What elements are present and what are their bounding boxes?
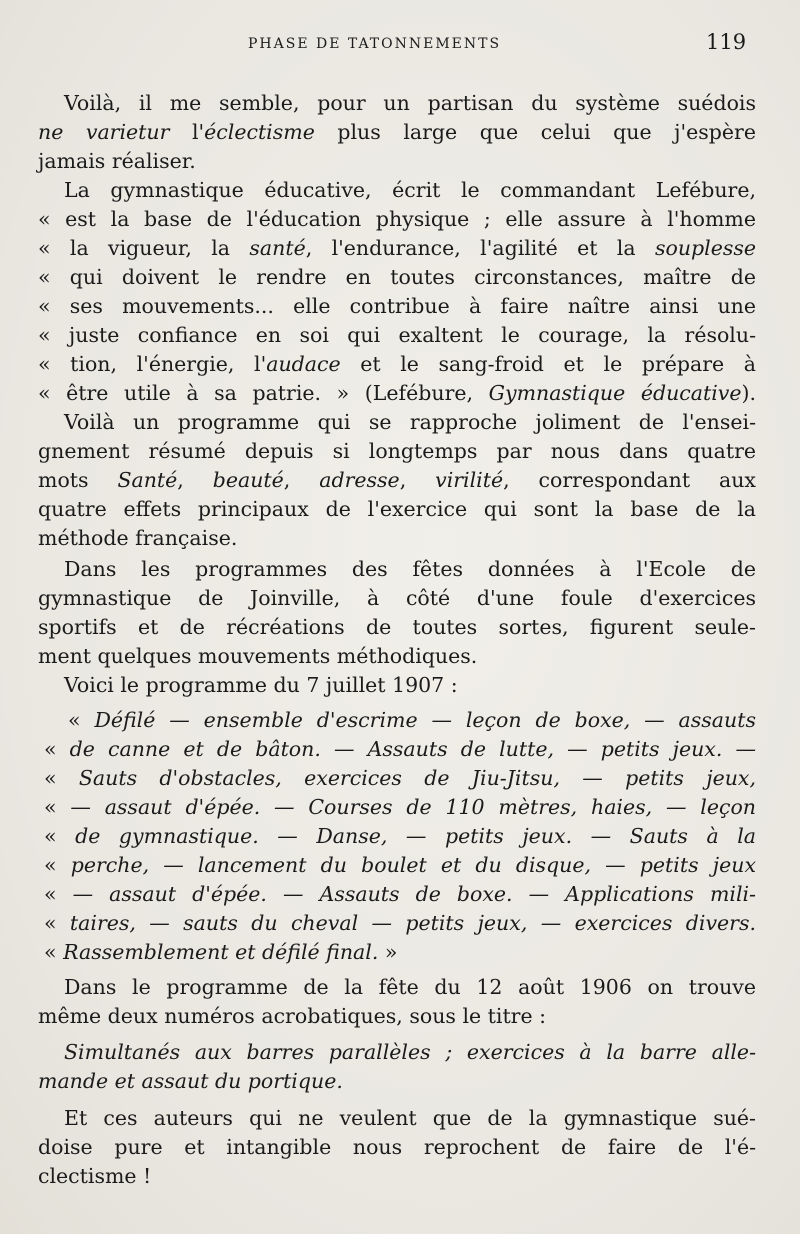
text-span: «: [44, 766, 79, 790]
text-span: , l'endurance, l'agilité et la: [305, 236, 655, 260]
text-line: [38, 117, 756, 147]
text-span: doise pure et intangible nous reprochent de faire de l'é-: [38, 1135, 756, 1159]
text-span: Voilà un programme qui se rapproche joliment de l'ensei-: [64, 410, 756, 434]
italic-text: Sauts d'obstacles, exercices de Jiu-Jitsu, — petits jeux,: [78, 766, 756, 790]
italic-text: adresse: [319, 468, 400, 492]
text-line: [38, 583, 756, 613]
italic-text: perche, — lancement du boulet et du disque, — petits jeux: [70, 853, 756, 877]
italic-text: Santé: [117, 468, 178, 492]
italic-text: Gymnastique éducative: [488, 381, 742, 405]
italic-text: mande et assaut du portique.: [38, 1069, 343, 1093]
text-span: La gymnastique éducative, écrit le commandant Lefébure,: [64, 178, 756, 202]
text-line: [38, 494, 756, 524]
text-span: «: [44, 824, 76, 848]
text-line: [64, 1037, 756, 1067]
italic-text: de gymnastique. — Danse, — petits jeux. — Sauts à la: [75, 824, 756, 848]
italic-text: Défilé — ensemble d'escrime — leçon de boxe, — assauts: [94, 708, 756, 732]
italic-text: santé: [249, 236, 306, 260]
text-line: [44, 821, 756, 851]
text-span: « être utile à sa patrie. » (Lefébure,: [38, 381, 489, 405]
text-span: ment quelques mouvements méthodiques.: [38, 644, 478, 668]
text-span: «: [44, 940, 64, 964]
text-line: [38, 146, 756, 176]
text-line: [44, 879, 756, 909]
text-line: [38, 262, 756, 292]
text-line: [44, 763, 756, 793]
text-span: plus large que celui que j'espère: [314, 120, 756, 144]
italic-text: Rassemblement et défilé final.: [63, 940, 379, 964]
text-line: [38, 204, 756, 234]
text-span: quatre effets principaux de l'exercice qui sont la base de la: [38, 497, 756, 521]
text-line: [38, 233, 756, 263]
text-span: ,: [177, 468, 213, 492]
page-number: 119: [706, 30, 747, 54]
text-span: « tion, l'énergie, l': [38, 352, 267, 376]
italic-text: virilité: [435, 468, 504, 492]
text-span: ,: [283, 468, 320, 492]
text-line: [64, 1103, 756, 1133]
text-line: [38, 1132, 756, 1162]
text-span: «: [44, 911, 70, 935]
text-line: [38, 349, 756, 379]
text-line: [44, 937, 756, 967]
text-line: [38, 436, 756, 466]
text-span: «: [44, 795, 71, 819]
text-line: [38, 1161, 756, 1191]
text-span: , correspondant aux: [503, 468, 756, 492]
text-line: [44, 908, 756, 938]
text-line: [38, 291, 756, 321]
text-line: [38, 1001, 756, 1031]
text-span: mots: [38, 468, 118, 492]
text-span: ).: [741, 381, 756, 405]
text-span: l': [169, 120, 205, 144]
text-line: [64, 88, 756, 118]
text-line: [64, 554, 756, 584]
text-line: [38, 378, 756, 408]
text-line: [44, 850, 756, 880]
italic-text: souplesse: [654, 236, 757, 260]
text-line: [64, 175, 756, 205]
text-span: «: [68, 708, 95, 732]
text-span: « est la base de l'éducation physique ; elle assure à l'homme: [38, 207, 756, 231]
text-span: jamais réaliser.: [38, 149, 196, 173]
text-line: [44, 792, 756, 822]
text-span: clectisme !: [38, 1164, 152, 1188]
italic-text: audace: [266, 352, 341, 376]
italic-text: ne varietur: [38, 120, 170, 144]
italic-text: de canne et de bâton. — Assauts de lutte, — petits jeux. —: [69, 737, 756, 761]
text-line: [38, 523, 756, 553]
text-span: «: [44, 853, 71, 877]
text-line: [38, 465, 756, 495]
text-span: Dans le programme de la fête du 12 août 1906 on trouve: [64, 975, 756, 999]
text-line: [44, 734, 756, 764]
text-span: Voilà, il me semble, pour un partisan du système suédois: [64, 91, 756, 115]
text-span: « ses mouvements... elle contribue à faire naître ainsi une: [38, 294, 756, 318]
text-span: Et ces auteurs qui ne veulent que de la gymnastique sué-: [64, 1106, 756, 1130]
text-span: « la vigueur, la: [38, 236, 250, 260]
text-span: « juste confiance en soi qui exaltent le courage, la résolu-: [38, 323, 756, 347]
text-span: même deux numéros acrobatiques, sous le titre :: [38, 1004, 547, 1028]
text-span: »: [378, 940, 398, 964]
text-span: gnement résumé depuis si longtemps par nous dans quatre: [38, 439, 756, 463]
running-head: [0, 30, 800, 60]
text-span: Voici le programme du 7 juillet 1907 :: [64, 673, 458, 697]
italic-text: beauté: [212, 468, 284, 492]
text-line: [64, 407, 756, 437]
text-span: « qui doivent le rendre en toutes circonstances, maître de: [38, 265, 756, 289]
text-span: et le sang-froid et le prépare à: [340, 352, 756, 376]
text-line: [64, 972, 756, 1002]
text-span: méthode française.: [38, 526, 238, 550]
text-span: gymnastique de Joinville, à côté d'une foule d'exercices: [38, 586, 756, 610]
italic-text: — assaut d'épée. — Courses de 110 mètres, haies, — leçon: [70, 795, 757, 819]
text-span: «: [44, 737, 70, 761]
italic-text: éclectisme: [204, 120, 315, 144]
text-line: [64, 670, 756, 700]
text-span: ,: [399, 468, 436, 492]
italic-text: Simultanés aux barres parallèles ; exercices à la barre alle-: [64, 1040, 756, 1064]
text-line: [68, 705, 756, 735]
text-line: [38, 1066, 756, 1096]
text-span: Dans les programmes des fêtes données à l'Ecole de: [64, 557, 756, 581]
italic-text: — assaut d'épée. — Assauts de boxe. — Applications mili-: [72, 882, 756, 906]
text-line: [38, 641, 756, 671]
running-title: PHASE DE TATONNEMENTS: [248, 36, 502, 52]
text-line: [38, 320, 756, 350]
text-span: sportifs et de récréations de toutes sortes, figurent seule-: [38, 615, 756, 639]
text-span: «: [44, 882, 73, 906]
text-line: [38, 612, 756, 642]
italic-text: taires, — sauts du cheval — petits jeux, — exercices divers.: [69, 911, 756, 935]
